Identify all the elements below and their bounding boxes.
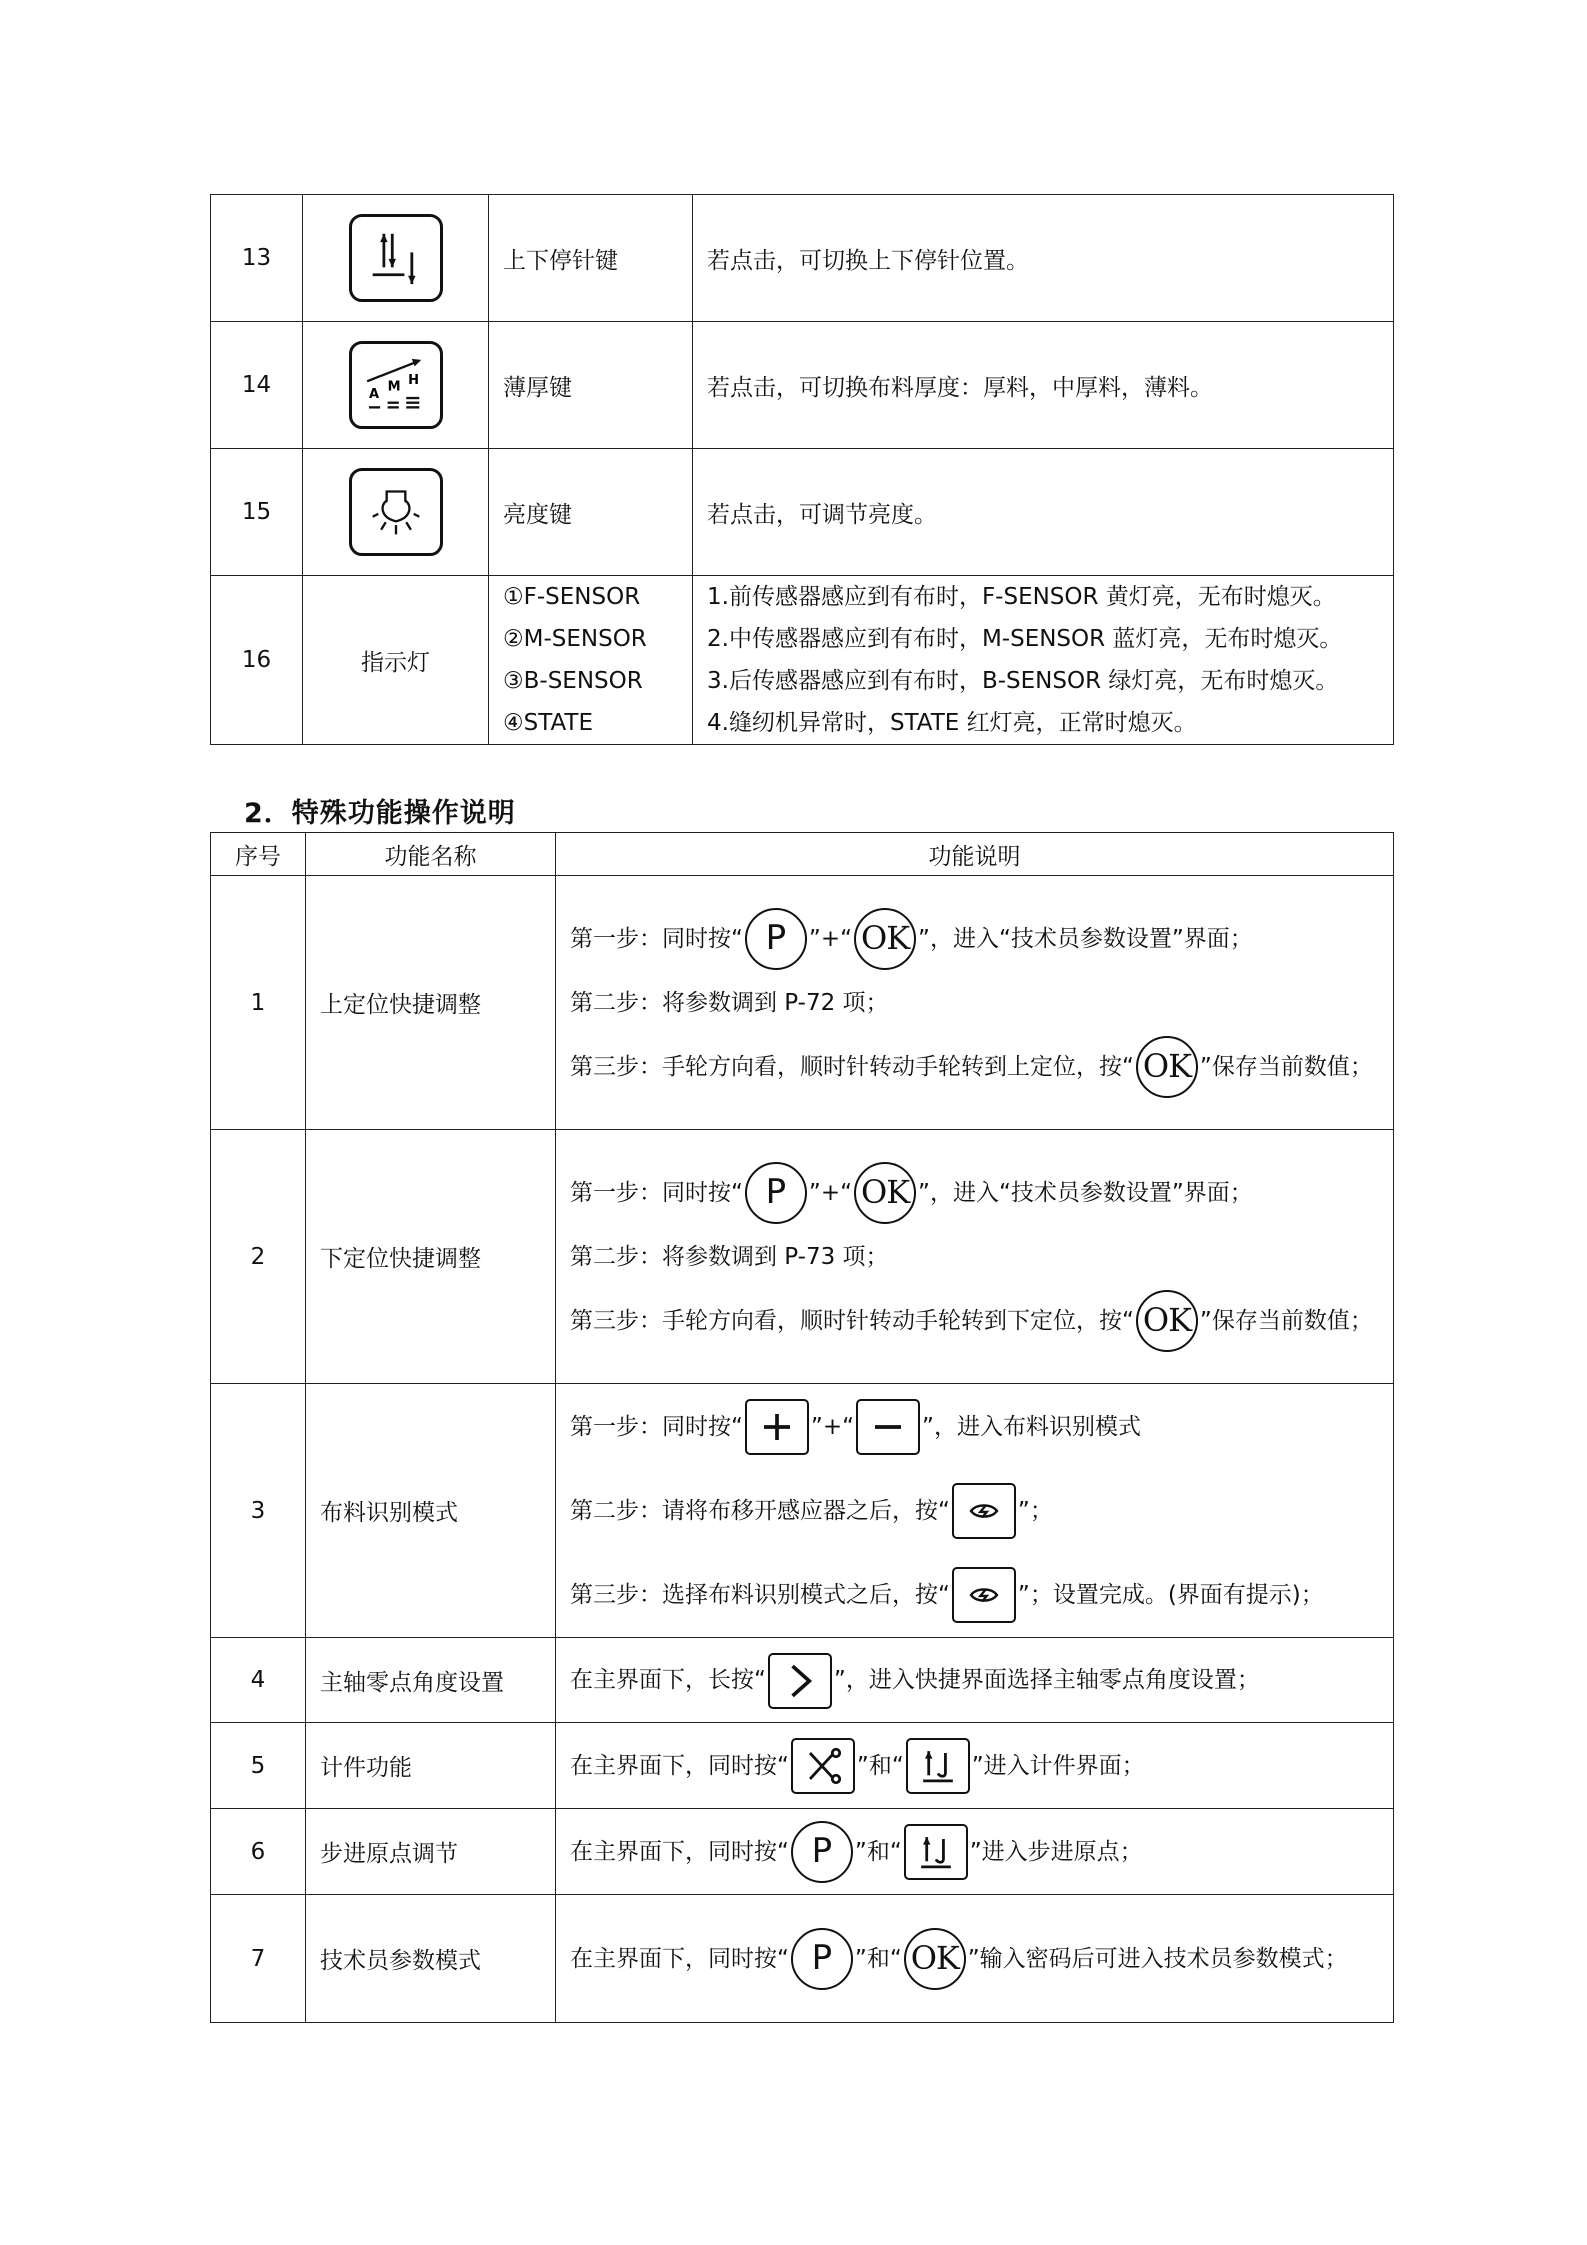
needle-up-down-icon [349,214,443,302]
table-row [211,1895,1394,2023]
table-row [211,1809,1394,1895]
row-number: 5 [211,1723,306,1809]
key-description: 若点击，可切换上下停针位置。 [693,195,1394,322]
table-header-row [211,833,1394,876]
row-number: 1 [211,876,306,1130]
ok-key-icon: OK [1136,1290,1198,1352]
p-key-icon: P [745,908,807,970]
table-row [211,195,1394,322]
step-1: 第一步：同时按“ P ”+“ OK ”，进入“技术员参数设置”界面； [570,1161,1385,1225]
column-header: 功能说明 [556,833,1394,876]
key-name: 亮度键 [489,449,693,576]
function-description [556,1384,1394,1638]
ok-key-icon: OK [1136,1036,1198,1098]
needle-stop-key-icon [904,1824,968,1880]
function-description: 在主界面下，同时按“ P ”和“ OK ”输入密码后可进入技术员参数模式； [556,1895,1394,2023]
function-description [556,876,1394,1130]
indicator-item: ②M-SENSOR [503,626,647,652]
ok-key-icon: OK [854,1162,916,1224]
scissors-key-icon [791,1738,855,1794]
fabric-sensor-key-icon [952,1567,1016,1623]
key-name: 上下停针键 [489,195,693,322]
chevron-right-key-icon [768,1653,832,1709]
p-key-icon: P [791,1821,853,1883]
indicator-label: 指示灯 [303,576,489,745]
function-description [556,1130,1394,1384]
table-row [211,322,1394,449]
key-table [210,194,1394,745]
svg-text:M: M [387,379,401,395]
indicator-desc: 3.后传感器感应到有布时，B-SENSOR 绿灯亮，无布时熄灭。 [707,668,1339,694]
function-name: 主轴零点角度设置 [306,1638,556,1723]
indicator-item: ③B-SENSOR [503,668,643,694]
column-header: 序号 [211,833,306,876]
step-1: 第一步：同时按“ P ”+“ OK ”，进入“技术员参数设置”界面； [570,907,1385,971]
p-key-icon: P [745,1162,807,1224]
function-name: 计件功能 [306,1723,556,1809]
svg-text:H: H [407,373,419,389]
indicator-list [489,576,693,745]
key-description: 若点击，可切换布料厚度：厚料，中厚料，薄料。 [693,322,1394,449]
row-number: 13 [211,195,303,322]
indicator-item: ①F-SENSOR [503,584,641,610]
row-number: 7 [211,1895,306,2023]
row-number: 15 [211,449,303,576]
section-title: 2．特殊功能操作说明 [244,798,516,829]
table-row [211,449,1394,576]
function-description: 在主界面下，同时按“ ”和“ ”进入计件界面； [556,1723,1394,1809]
step-2: 第二步：将参数调到 P-73 项； [570,1243,889,1270]
function-name: 技术员参数模式 [306,1895,556,2023]
indicator-desc: 2.中传感器感应到有布时，M-SENSOR 蓝灯亮，无布时熄灭。 [707,626,1343,652]
row-number: 14 [211,322,303,449]
row-number: 4 [211,1638,306,1723]
function-name: 上定位快捷调整 [306,876,556,1130]
row-number: 16 [211,576,303,745]
step-2: 第二步：将参数调到 P-72 项； [570,989,889,1016]
indicator-item: ④STATE [503,710,594,736]
step-3: 第三步：选择布料识别模式之后，按“ ”；设置完成。(界面有提示)； [570,1553,1385,1637]
indicator-desc: 4.缝纫机异常时，STATE 红灯亮，正常时熄灭。 [707,710,1197,736]
function-description: 在主界面下，长按“ ”，进入快捷界面选择主轴零点角度设置； [556,1638,1394,1723]
table-row [211,1723,1394,1809]
step-3: 第三步：手轮方向看，顺时针转动手轮转到上定位，按“ OK ”保存当前数值； [570,1035,1385,1099]
brightness-lamp-icon [349,468,443,556]
svg-text:A: A [368,387,379,403]
thickness-amh-icon [349,341,443,429]
row-number: 2 [211,1130,306,1384]
ok-key-icon: OK [854,908,916,970]
step-3: 第三步：手轮方向看，顺时针转动手轮转到下定位，按“ OK ”保存当前数值； [570,1289,1385,1353]
function-name: 布料识别模式 [306,1384,556,1638]
indicator-descriptions [693,576,1394,745]
row-number: 3 [211,1384,306,1638]
indicator-desc: 1.前传感器感应到有布时，F-SENSOR 黄灯亮，无布时熄灭。 [707,584,1336,610]
function-name: 步进原点调节 [306,1809,556,1895]
table-row [211,576,1394,745]
function-description: 在主界面下，同时按“ P ”和“ ”进入步进原点； [556,1809,1394,1895]
special-function-table [210,832,1394,2023]
column-header: 功能名称 [306,833,556,876]
function-name: 下定位快捷调整 [306,1130,556,1384]
step-2: 第二步：请将布移开感应器之后，按“ ”； [570,1469,1385,1553]
table-row [211,1130,1394,1384]
minus-key-icon [856,1399,920,1455]
needle-stop-key-icon [906,1738,970,1794]
key-description: 若点击，可调节亮度。 [693,449,1394,576]
ok-key-icon: OK [904,1928,966,1990]
key-name: 薄厚键 [489,322,693,449]
table-row [211,1638,1394,1723]
p-key-icon: P [791,1928,853,1990]
table-row [211,876,1394,1130]
plus-key-icon [745,1399,809,1455]
step-1: 第一步：同时按“ ”+“ ”，进入布料识别模式 [570,1385,1385,1469]
row-number: 6 [211,1809,306,1895]
fabric-sensor-key-icon [952,1483,1016,1539]
table-row [211,1384,1394,1638]
